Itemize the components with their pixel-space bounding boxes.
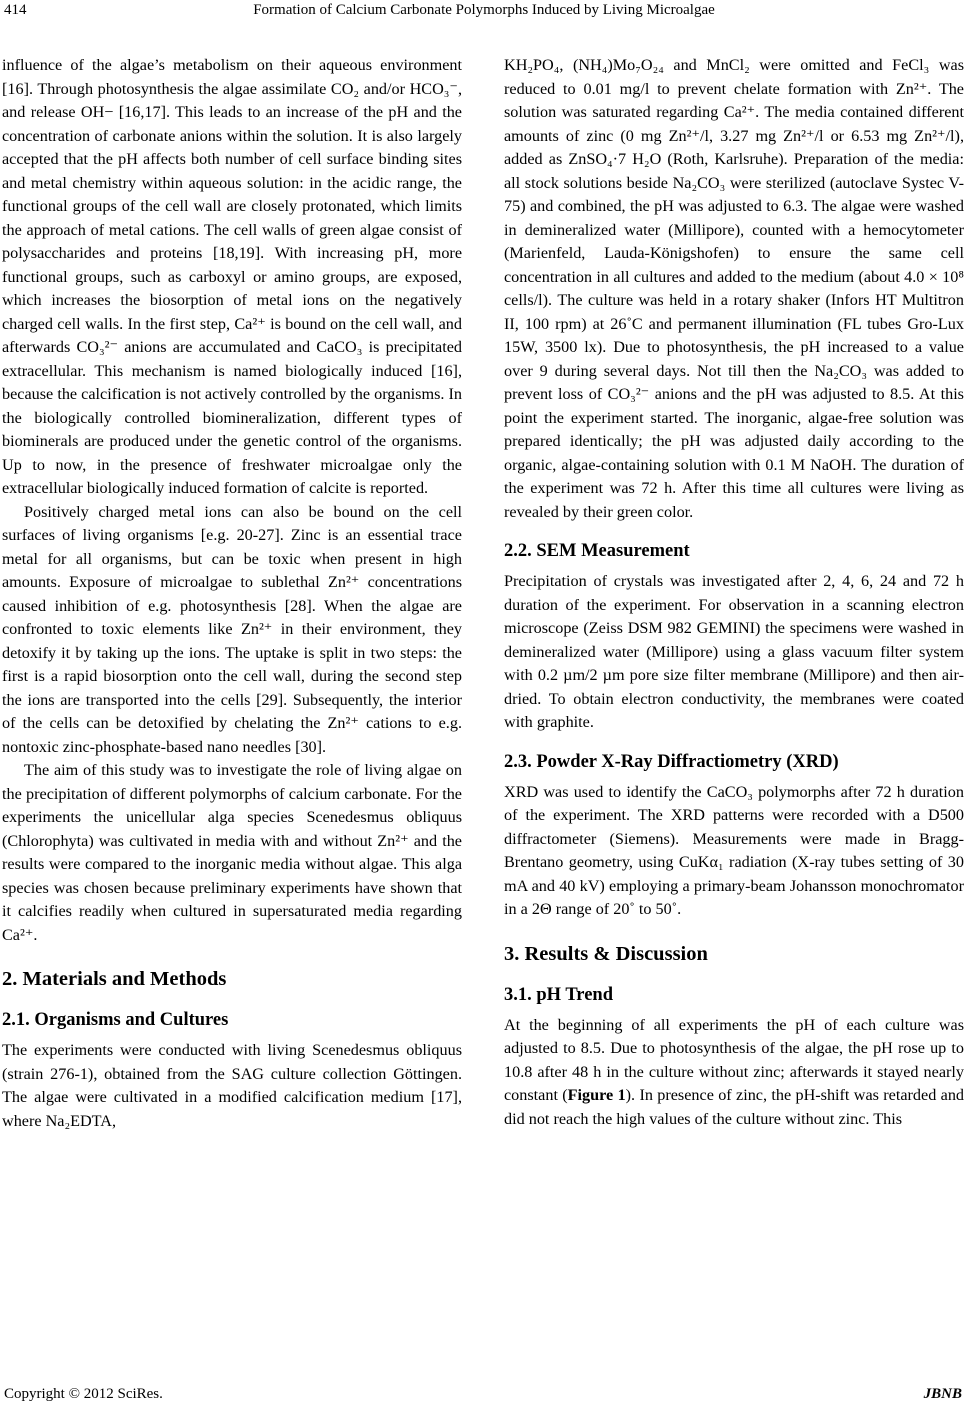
paragraph-xrd: XRD was used to identify the CaCO₃ polymorphs after 72 h duration of the experiment. The XRD patterns were recorded with a D500 diffractometer (Siemens). Measurements were made in Bragg-Brentano geometry, using CuKα₁ radiation (X-ray tubes setting of 30 mA and 40 kV) employing a primary-beam Johansson monochromator in a 2Θ range of 20˚ to 50˚.: [504, 782, 964, 918]
paragraph-media-preparation: KH₂PO₄, (NH₄)Mo₇O₂₄ and MnCl₂ were omitted and FeCl₃ was reduced to 0.01 mg/l to prevent chelate formation with Zn²⁺. The solution was saturated regarding Ca²⁺. The media contained different amounts of zinc (0 mg Zn²⁺/l, 3.27 mg Zn²⁺/l or 6.53 mg Zn²⁺/l), added as ZnSO₄·7 H₂O (Roth, Karlsruhe). Preparation of the media: all stock solutions beside Na₂CO₃ were sterilized (autoclave Systec V-75) and combined, the pH was adjusted to 6.3. The algae were washed in demineralized water (Millipore), counted with a hemocytometer (Marienfeld, Lauda-Königshofen) to ensure the same cell concentration in all cultures and added to the medium (about 4.0 × 10⁸ cells/l). The culture was held in a rotary shaker (Infors HT Multitron II, 100 rpm) at 26˚C and permanent illumination (FL tubes Gro-Lux 15W, 3500 lx). Due to photosynthesis, the pH increased to a value over 9 during several days. Not till then the Na₂CO₃ was added to prevent loss of CO₃²⁻ anions and the pH was adjusted to 8.5. At this point the experiment started. The inorganic, algae-free solution was prepared identically; the pH was adjusted daily according to the organic, algae-containing solution with 0.1 M NaOH. The duration of the experiment was 72 h. After this time all cultures were living as revealed by their green color.: [504, 56, 964, 521]
paragraph-organisms: The experiments were conducted with living Scenedesmus obliquus (strain 276-1), obtained from the SAG culture collection Göttingen. The algae were cultivated in a modified calcification medium [17], where Na₂EDTA,: [2, 1041, 462, 1130]
heading-results-discussion: 3. Results & Discussion: [504, 942, 708, 965]
paragraph-sem: Precipitation of crystals was investigated after 2, 4, 6, 24 and 72 h duration of the experiment. For observation in a scanning electron microscope (Zeiss DSM 982 GEMINI) the specimens were washed in demineralized water (Millipore) using a glass vacuum filter system with 0.2 µm/2 µm pore size filter membrane (Millipore) and then air-dried. To obtain electron conductivity, the membranes were coated with graphite.: [504, 572, 964, 731]
heading-ph-trend: 3.1. pH Trend: [504, 984, 613, 1005]
ph-trend-text-b: ). In presence of zinc, the pH-shift was retarded and did not reach the high values of the culture without zinc. This: [504, 1086, 965, 1128]
heading-organisms-cultures: 2.1. Organisms and Cultures: [2, 1010, 229, 1030]
heading-xrd: 2.3. Powder X-Ray Diffractiometry (XRD): [504, 751, 839, 772]
journal-abbreviation: JBNB: [923, 1386, 962, 1402]
right-column: [504, 54, 964, 1131]
ph-trend-text-a: At the beginning of all experiments the pH of each culture was adjusted to 8.5. Due to photosynthesis of the algae, the pH rose up to 10.8 after 48 h in the culture without zinc; afterwards it stayed nearly constant (: [504, 1015, 964, 1104]
left-column: [2, 54, 462, 1133]
copyright-notice: Copyright © 2012 SciRes.: [4, 1386, 163, 1402]
running-title: Formation of Calcium Carbonate Polymorphs Induced by Living Microalgae: [253, 2, 715, 18]
paragraph-study-aim: The aim of this study was to investigate the role of living algae on the precipitation of different polymorphs of calcium carbonate. For the experiments the unicellular alga species Scenedesmus obliquus (Chlorophyta) was cultivated in media with and without Zn²⁺ and the results were compared to the inorganic media without algae. This alga species was chosen because preliminary experiments have shown that it calcifies readily when cultured in supersaturated media regarding Ca²⁺.: [2, 761, 462, 944]
paragraph-ph-trend: [504, 1014, 964, 1132]
heading-materials-methods: 2. Materials and Methods: [2, 968, 227, 990]
page-header: [0, 0, 968, 26]
page-number: 414: [4, 2, 27, 18]
heading-sem-measurement: 2.2. SEM Measurement: [504, 541, 690, 561]
figure-1-link[interactable]: Figure 1: [567, 1086, 626, 1104]
page-footer: [0, 1386, 968, 1410]
paragraph-intro-metabolism: influence of the algae’s metabolism on their aqueous environment [16]. Through photosynthesis the algae assimilate CO₂ and/or HCO₃⁻, and release OH− [16,17]. This leads to an increase of the pH and the concentration of carbonate anions within the solution. It is also largely accepted that the pH affects both number of cell surface binding sites and metal chemistry within aqueous solution: in the acidic range, the functional groups of the cell wall are closely protonated, which limits the approach of metal cations. The cell walls of green algae consist of polysaccharides and proteins [18,19]. With increasing pH, more functional groups, such as carboxyl or amino groups, are exposed, which increases the biosorption of metal ions on the negatively charged cell walls. In the first step, Ca²⁺ is bound on the cell wall, and afterwards CO₃²⁻ anions are accumulated and CaCO₃ is precipitated extracellular. This mechanism is named biologically induced [16], because the calcification is not actively controlled by the organisms. In the biologically controlled biomineralization, different types of biominerals are produced under the genetic control of the organisms. Up to now, in the presence of freshwater microalgae only the extracellular biologically induced formation of calcite is reported.: [2, 56, 462, 497]
paragraph-metal-ions: Positively charged metal ions can also be bound on the cell surfaces of living organisms [e.g. 20-27]. Zinc is an essential trace metal for all organisms, but can be toxic when present in high amounts. Exposure of microalgae to sublethal Zn²⁺ concentrations caused inhibition of e.g. photosynthesis [28]. When the algae are confronted to toxic elements like Zn²⁺ in their environment, they detoxify it by taking up the ions. The uptake is split in two steps: the first is a rapid biosorption onto the cell wall, during the second step the ions are transported into the cells [29]. Subsequently, the interior of the cells can be detoxified by chelating the Zn²⁺ cations to e.g. nontoxic zinc-phosphate-based nano needles [30].: [2, 502, 462, 756]
